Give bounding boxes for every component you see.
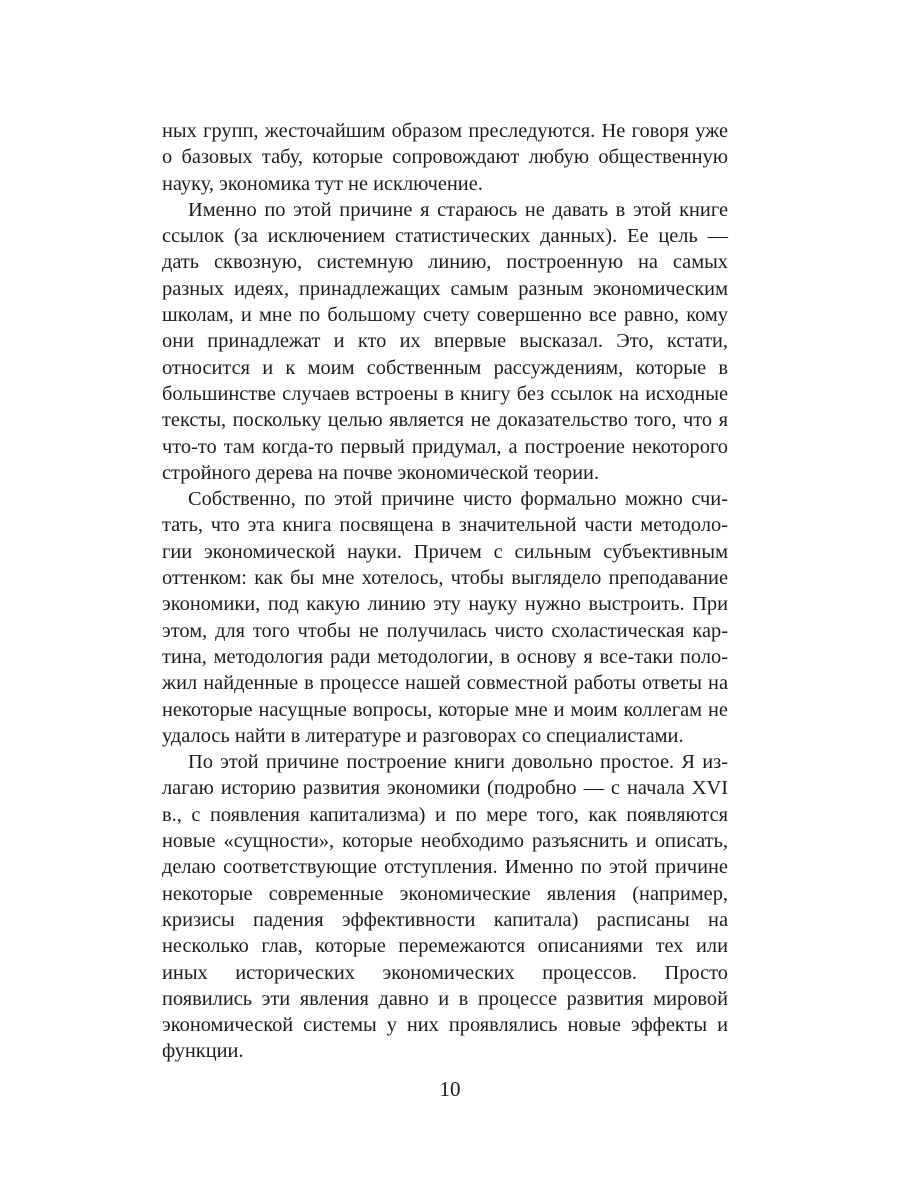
page-number: 10 (439, 1077, 461, 1101)
paragraph-references: Именно по этой причине я стараюсь не давать в этой книге ссылок (за исключением статистических данных). Ее цель — дать сквозную, системную линию, построенную на самых разных идеях, принадлежащих самым разным экономическим школам, и мне по большому счету совершенно все равно, кому они принадлежат и кто их впервые высказал. Это, кстати, относится и к моим собственным рассуждениям, которые в большинстве случаев встроены в книгу без ссылок на исходные тексты, поскольку целью является не доказательство того, что я что-то там когда-то первый придумал, а построение некоторого стройного дерева на почве экономической теории. (162, 198, 728, 484)
paragraph-continuation: ных групп, жесточайшим образом преследуются. Не говоря уже о базовых табу, которые сопровождают любую общественную науку, экономика тут не исключение. (162, 120, 728, 195)
paragraph-methodology: Собственно, по этой причине чисто формально можно считать, что эта книга посвящена в значительной части методологии экономической науки. Причем с сильным субъективным оттенком: как бы мне хотелось, чтобы выглядело преподавание экономики, под какую линию эту науку нужно выстроить. При этом, для того чтобы не получилась чисто схоластическая картина, методология ради методологии, в основу я все-таки положил найденные в процессе нашей совместной работы ответы на некоторые насущные вопросы, которые мне и моим коллегам не удалось найти в литературе и разговорах со специалистами. (162, 488, 728, 747)
body-text (162, 118, 728, 1065)
paragraph-book-structure: По этой причине построение книги довольно простое. Я излагаю историю развития экономики (подробно — с начала XVI в., с появления капитализма) и по мере того, как появляются новые «сущности», которые необходимо разъяснить и описать, делаю соответствующие отступления. Именно по этой причине некоторые современные экономические явления (например, кризисы падения эффективности капитала) расписаны на несколько глав, которые перемежаются описаниями тех или иных исторических экономических процессов. Просто появились эти явления давно и в процессе развития мировой экономической системы у них проявлялись новые эффекты и функции. (162, 751, 728, 1063)
